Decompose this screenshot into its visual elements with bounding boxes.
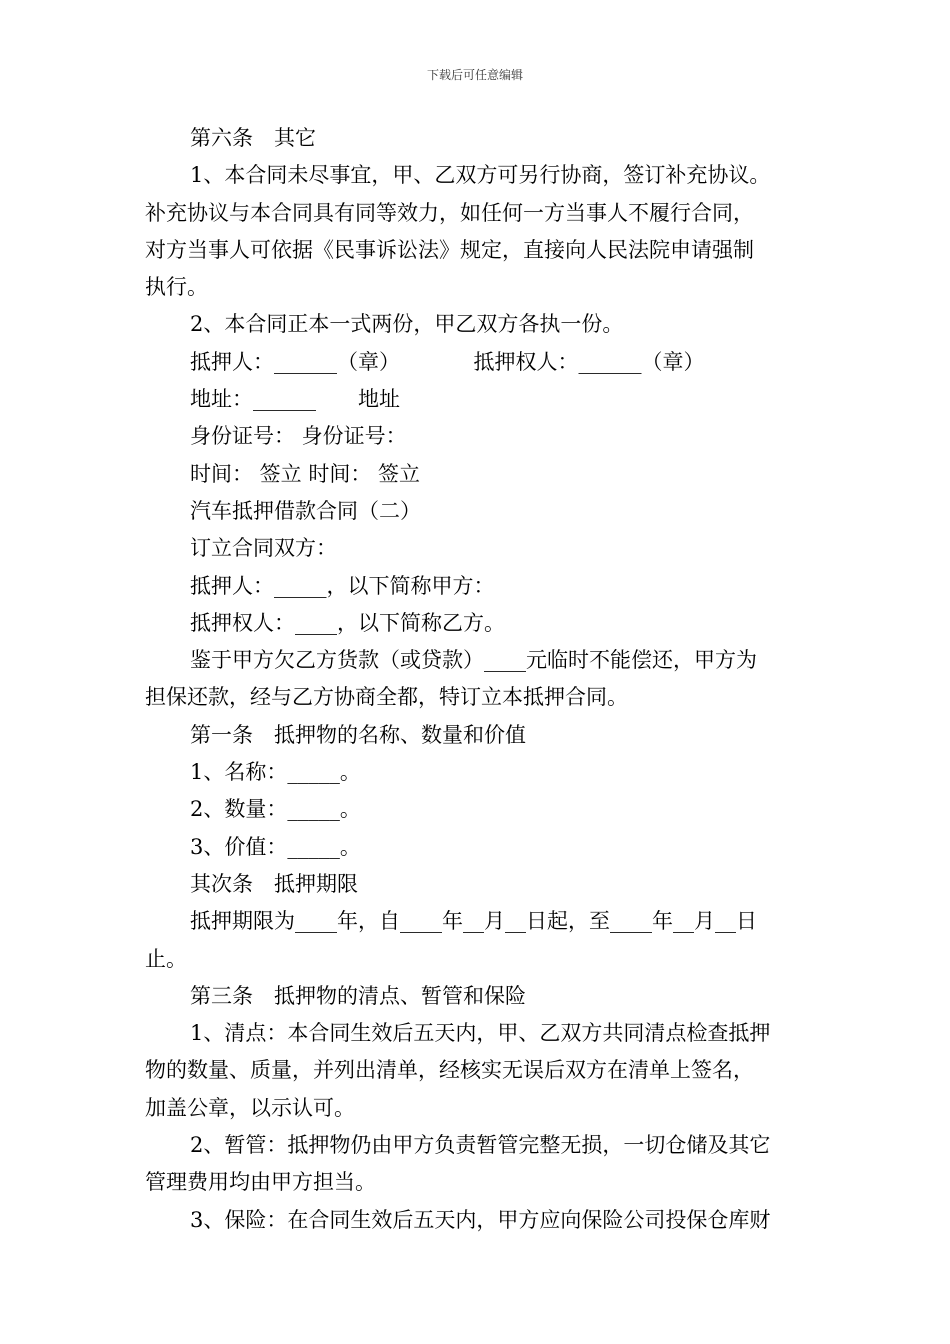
signature-line: 抵押人：______（章） 抵押权人：______（章） [190, 349, 705, 374]
article-heading: 第一条 抵押物的名称、数量和价值 [190, 722, 526, 747]
paragraph-line: 1、清点：本合同生效后五天内，甲、乙双方共同清点检查抵押 [190, 1021, 771, 1046]
article-heading: 第三条 抵押物的清点、暂管和保险 [190, 983, 526, 1008]
paragraph-line: 执行。 [145, 275, 208, 300]
paragraph-line: 抵押期限为____年，自____年__月__日起，至____年__月__日 [190, 909, 757, 934]
item-line: 1、名称：_____。 [190, 760, 361, 785]
id-number-line: 身份证号： 身份证号： [190, 424, 407, 449]
item-line: 2、数量：_____。 [190, 797, 361, 822]
paragraph-line: 对方当事人可依据《民事诉讼法》规定，直接向人民法院申请强制 [145, 237, 754, 262]
party-line: 抵押人：_____，以下简称甲方： [190, 573, 495, 598]
item-line: 3、价值：_____。 [190, 834, 361, 859]
paragraph-line: 1、本合同未尽事宜，甲、乙双方可另行协商，签订补充协议。 [190, 163, 771, 188]
paragraph-line: 订立合同双方： [190, 536, 337, 561]
paragraph-line: 补充协议与本合同具有同等效力，如任何一方当事人不履行合同， [145, 200, 754, 225]
paragraph-line: 管理费用均由甲方担当。 [145, 1170, 376, 1195]
paragraph-line: 鉴于甲方欠乙方货款（或贷款）____元临时不能偿还，甲方为 [190, 648, 757, 673]
contract-title: 汽车抵押借款合同（二） [190, 498, 421, 523]
article-heading: 其次条 抵押期限 [190, 871, 358, 896]
date-line: 时间： 签立 时间： 签立 [190, 461, 421, 486]
paragraph-line: 2、暂管：抵押物仍由甲方负责暂管完整无损，一切仓储及其它 [190, 1133, 771, 1158]
article-heading: 第六条 其它 [190, 126, 316, 150]
paragraph-line: 止。 [145, 946, 187, 971]
address-line: 地址：______ 地址 [190, 387, 400, 412]
paragraph-line: 2、本合同正本一式两份，甲乙双方各执一份。 [190, 312, 624, 337]
document-body [145, 120, 811, 1239]
party-line: 抵押权人：____，以下简称乙方。 [190, 610, 505, 635]
paragraph-line: 担保还款，经与乙方协商全都，特订立本抵押合同。 [145, 685, 628, 710]
paragraph-line: 3、保险：在合同生效后五天内，甲方应向保险公司投保仓库财 [190, 1207, 771, 1232]
page-header: 下载后可任意编辑 [426, 68, 523, 82]
paragraph-line: 物的数量、质量，并列出清单，经核实无误后双方在清单上签名， [145, 1058, 754, 1083]
paragraph-line: 加盖公章，以示认可。 [145, 1095, 355, 1120]
